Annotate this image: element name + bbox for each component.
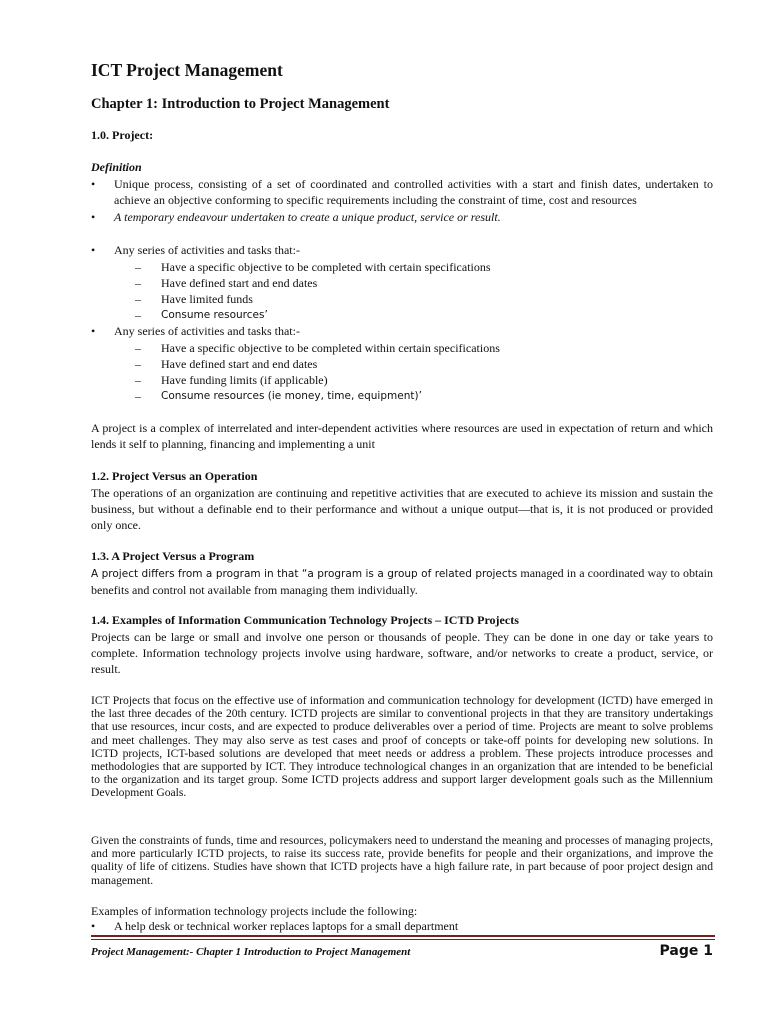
dash-icon: – (135, 260, 141, 274)
definition-bullet-1 (91, 176, 713, 208)
bullet-icon: • (91, 210, 96, 224)
series-1-item (91, 307, 713, 323)
chapter-heading: Chapter 1: Introduction to Project Management (91, 96, 390, 112)
dash-icon: – (135, 357, 141, 371)
definition-bullet-2 (91, 209, 713, 225)
footer-chapter-label: Project Management:- Chapter 1 Introduction to Project Management (91, 946, 411, 958)
series-2-item (91, 356, 713, 372)
series-1-intro (91, 242, 713, 258)
bullet-icon: • (91, 919, 96, 933)
series-2-item (91, 388, 713, 404)
example-item-text: A help desk or technical worker replaces laptops for a small department (114, 919, 459, 933)
project-complex-paragraph: A project is a complex of interrelated and inter-dependent activities where resources are used in expectation of return and which lends it self to planning, financing and implementing a unit (91, 421, 713, 451)
series-1-item (91, 291, 713, 307)
dash-icon: – (135, 373, 141, 387)
definition-label: Definition (91, 160, 142, 174)
bullet-icon: • (91, 177, 96, 191)
series-1-item-text: Have defined start and end dates (161, 276, 318, 290)
dash-icon: – (135, 308, 141, 322)
section-1-3-heading: 1.3. A Project Versus a Program (91, 549, 255, 563)
dash-icon: – (135, 389, 141, 403)
section-1-4-paragraph-1: Projects can be large or small and involve one person or thousands of people. They can be done in one day or take years to complete. Information technology projects involve using hardware, software, and/or networks to create a product, service, or result. (91, 630, 713, 676)
section-1-4-paragraph-2: ICT Projects that focus on the effective use of information and communication technology for development (ICTD) have emerged in the last three decades of the 20th century. ICTD projects are similar to conventional projects in that they are transitory undertakings that use resources, incur costs, and are expected to produce deliverables over a period of time. Projects are meant to solve problems and meet challenges. They may also serve as test cases and proof of concepts or take-off points for developing new solutions. In ICTD projects, ICT-based solutions are developed that meet needs or address a problem. These projects introduce processes and methodologies that are supported by ICT. They introduce technological changes in an organization that are intended to be beneficial to the organization and its target group. Some ICTD projects address and support larger development goals such as the Millennium Development Goals. (91, 694, 713, 800)
series-1-item-text: Have limited funds (161, 292, 253, 306)
series-1-item (91, 275, 713, 291)
footer-rule-thick (91, 935, 715, 937)
series-2-item-text: Have funding limits (if applicable) (161, 373, 328, 387)
section-1-3-text-a: A project differs from a program in that “a program is a group of related projects (91, 568, 518, 580)
series-1-item-text: Consume resources’ (161, 309, 268, 321)
section-1-2-paragraph: The operations of an organization are continuing and repetitive activities that are executed to achieve its mission and sustain the business, but without a definable end to their performance and without a unique output—that is, it is not produced or provided only once. (91, 486, 713, 532)
dash-icon: – (135, 341, 141, 355)
dash-icon: – (135, 276, 141, 290)
section-1-4-heading: 1.4. Examples of Information Communication Technology Projects – ICTD Projects (91, 613, 519, 627)
definition-bullet-1-text: Unique process, consisting of a set of coordinated and controlled activities with a start and finish dates, undertaken to achieve an objective conforming to specific requirements including the constraint of time, cost and resources (114, 177, 713, 207)
section-1-3-text-b: managed in a coordinated way to obtain benefits and control not available from managing them individually. (91, 566, 713, 597)
section-1-2-heading: 1.2. Project Versus an Operation (91, 469, 258, 483)
series-2-intro (91, 323, 713, 339)
bullet-icon: • (91, 243, 96, 257)
series-2-item (91, 340, 713, 356)
document-title: ICT Project Management (91, 60, 283, 80)
page-number: Page 1 (659, 943, 713, 959)
footer-rule-thin (91, 939, 715, 940)
bullet-icon: • (91, 324, 96, 338)
examples-intro: Examples of information technology projects include the following: (91, 904, 418, 918)
definition-bullet-2-text: A temporary endeavour undertaken to create a unique product, service or result. (114, 210, 501, 224)
section-1-4-paragraph-3: Given the constraints of funds, time and resources, policymakers need to understand the meaning and processes of managing projects, and more particularly ICTD projects, to raise its success rate, provide benefits for people and their organizations, and improve the quality of life of citizens. Studies have shown that ICTD projects have a high failure rate, in part because of poor project design and management. (91, 834, 713, 887)
series-2-item-text: Consume resources (ie money, time, equipment)’ (161, 390, 422, 402)
series-2-item-text: Have defined start and end dates (161, 357, 318, 371)
series-1-intro-text: Any series of activities and tasks that:- (114, 243, 300, 257)
dash-icon: – (135, 292, 141, 306)
series-2-item-text: Have a specific objective to be completed within certain specifications (161, 341, 500, 355)
section-1-0-heading: 1.0. Project: (91, 128, 154, 142)
example-item (91, 918, 713, 934)
series-2-item (91, 372, 713, 388)
section-1-3-paragraph (91, 565, 713, 598)
series-2-intro-text: Any series of activities and tasks that:- (114, 324, 300, 338)
series-1-item-text: Have a specific objective to be completed with certain specifications (161, 260, 491, 274)
series-1-item (91, 259, 713, 275)
